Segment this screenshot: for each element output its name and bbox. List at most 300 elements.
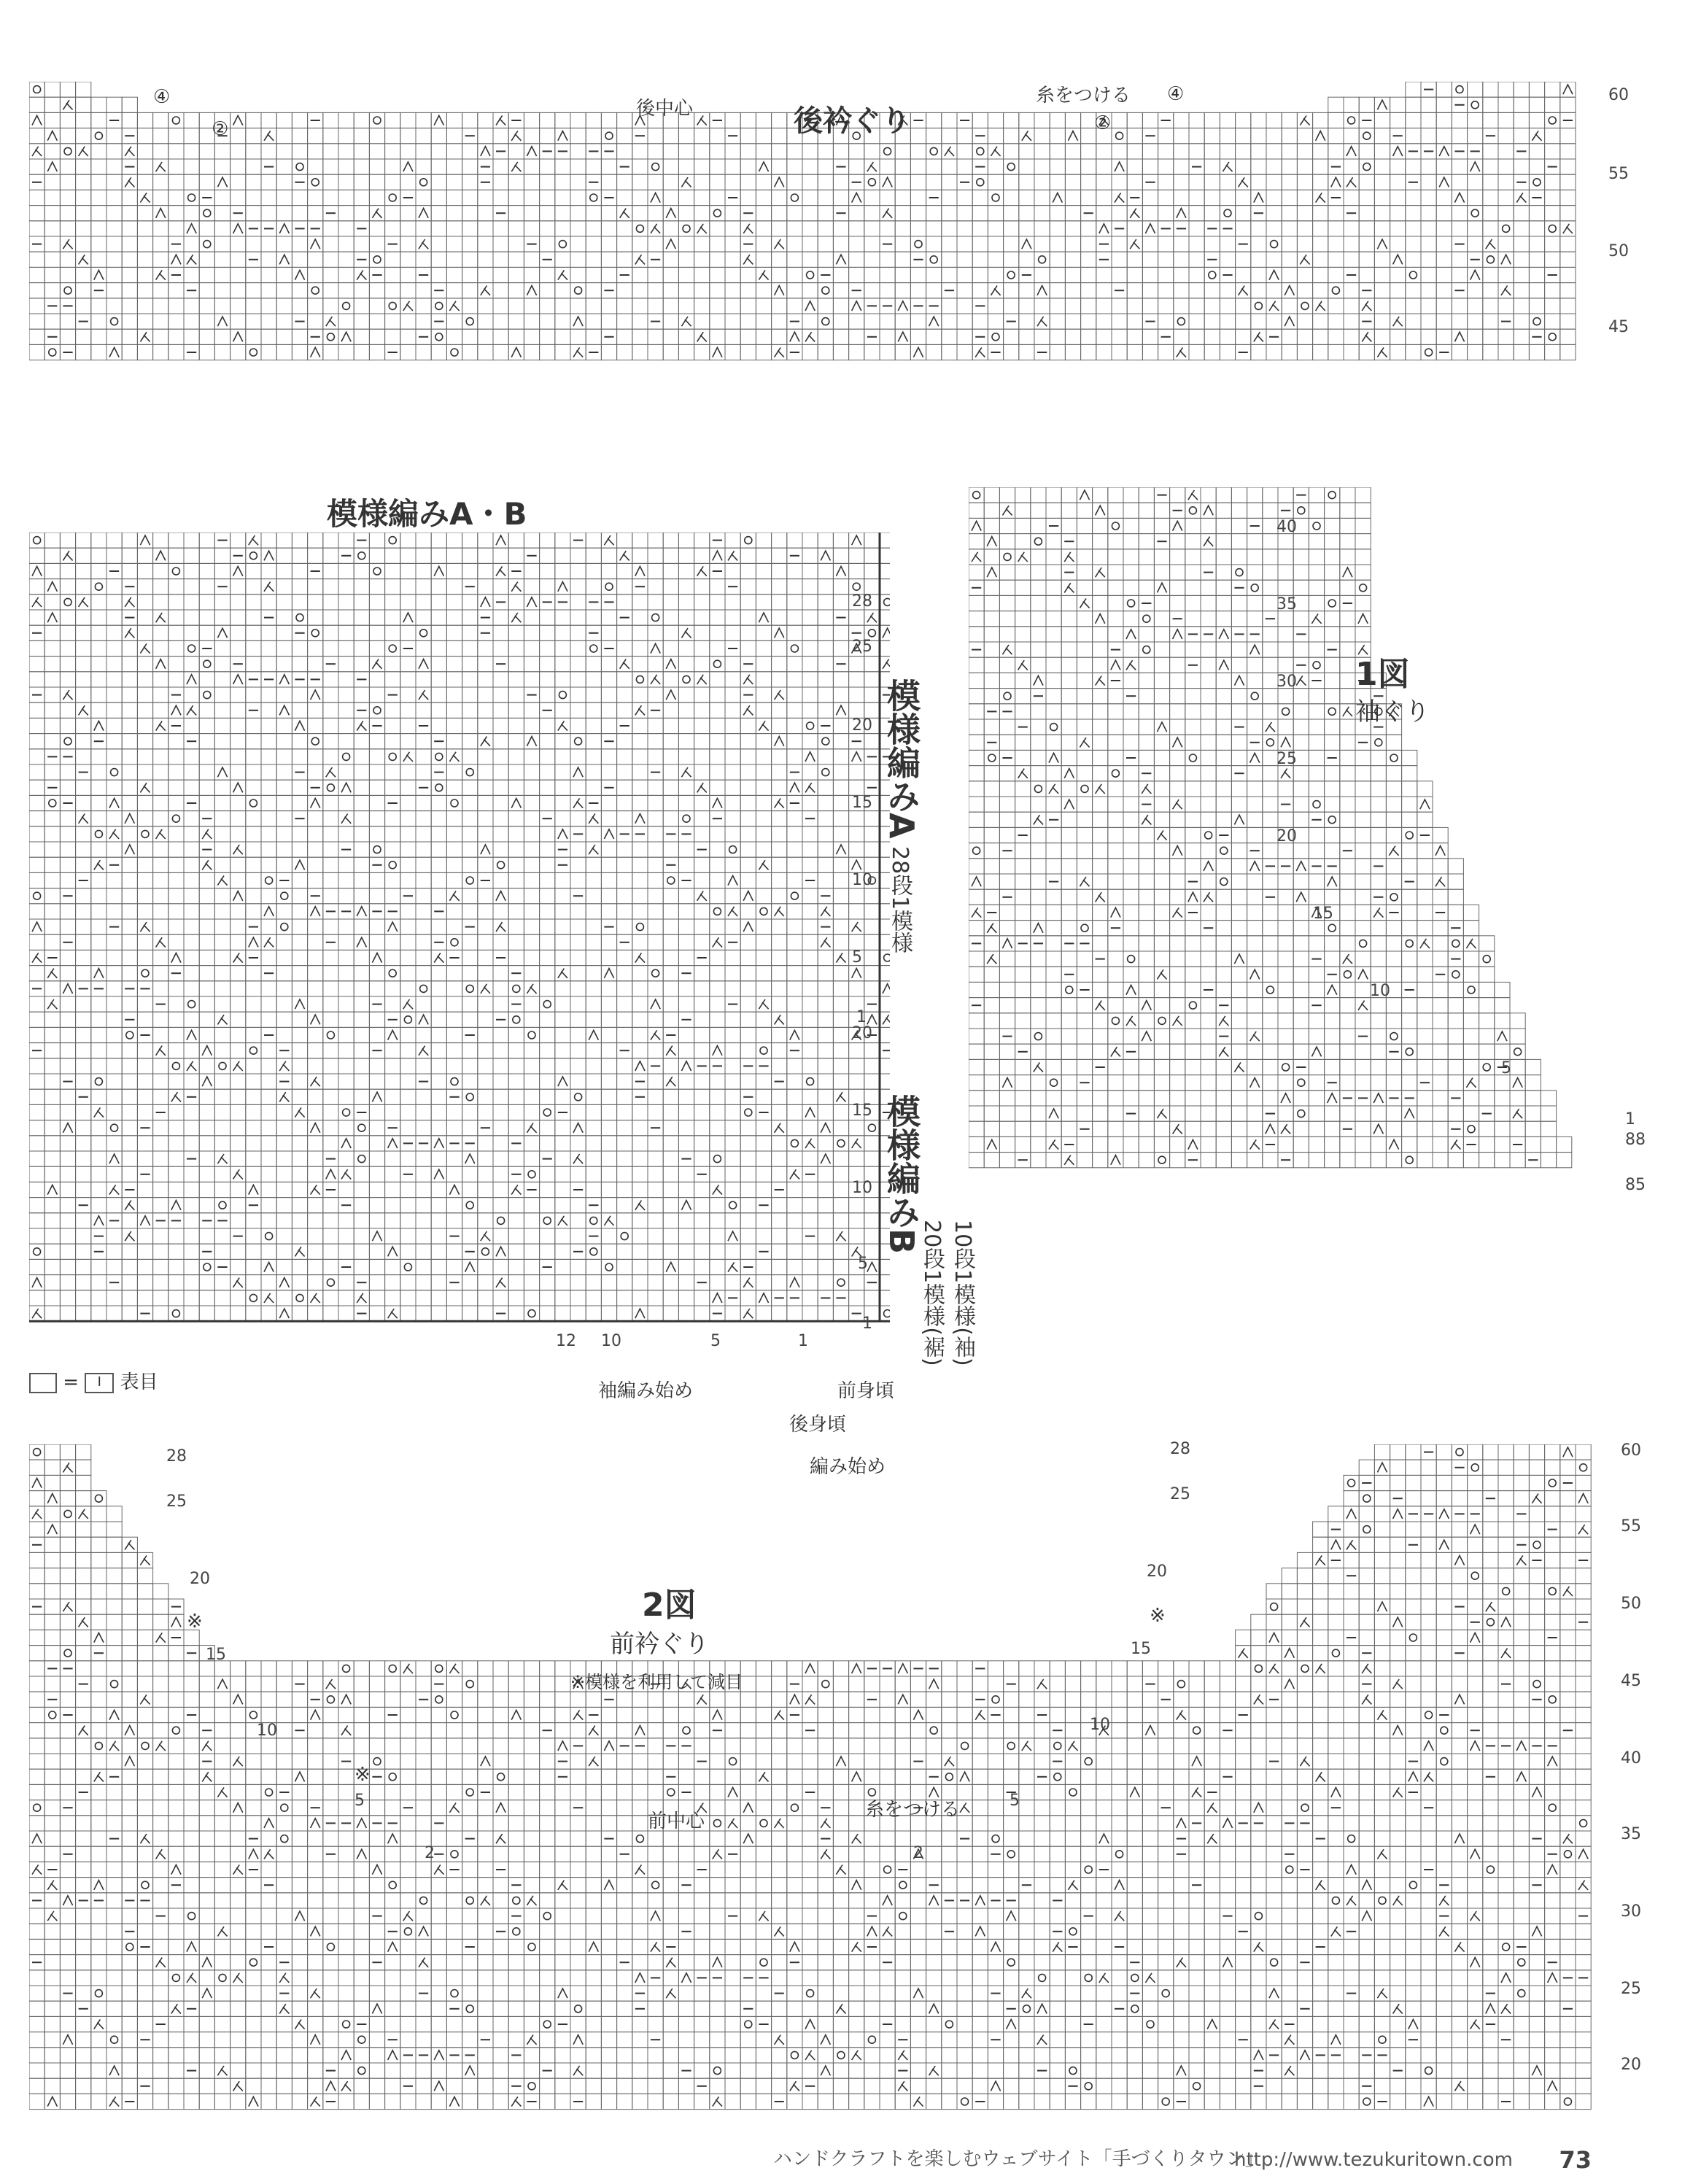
grid-cell	[601, 1259, 616, 1274]
grid-cell	[214, 190, 230, 205]
grid-cell	[354, 640, 369, 656]
grid-cell	[1004, 236, 1019, 252]
back-step-label-4: ④	[1167, 83, 1185, 105]
grid-cell	[1251, 159, 1266, 174]
grid-cell	[91, 112, 106, 128]
grid-cell	[230, 734, 246, 749]
k2tog-right-symbol	[419, 239, 428, 249]
grid-cell	[462, 764, 478, 780]
grid-cell	[29, 267, 44, 282]
grid-cell	[29, 934, 44, 950]
grid-cell	[122, 919, 137, 934]
grid-cell	[199, 749, 214, 764]
grid-cell	[1529, 159, 1544, 174]
k2tog-left-symbol	[202, 1046, 212, 1056]
k2tog-right-symbol	[991, 147, 1000, 156]
grid-cell	[385, 811, 400, 826]
k2tog-left-symbol	[496, 535, 505, 545]
grid-cell	[230, 1306, 246, 1321]
grid-cell	[308, 1089, 323, 1104]
grid-cell	[710, 1259, 725, 1274]
grid-cell	[416, 919, 431, 934]
back-row-50: 50	[1608, 242, 1629, 260]
grid-cell	[76, 1244, 91, 1259]
grid-cell	[199, 236, 214, 252]
grid-cell	[1514, 112, 1529, 128]
grid-cell	[431, 872, 446, 888]
grid-cell	[1297, 159, 1312, 174]
grid-cell	[570, 811, 586, 826]
grid-cell	[338, 996, 354, 1012]
grid-cell	[586, 221, 601, 236]
grid-cell	[137, 1074, 152, 1089]
yarn-over-symbol	[1409, 271, 1417, 279]
grid-cell	[168, 1104, 184, 1120]
grid-cell	[153, 1074, 168, 1089]
grid-cell	[740, 811, 756, 826]
grid-cell	[617, 1166, 632, 1182]
grid-cell	[1174, 144, 1189, 159]
grid-cell	[308, 842, 323, 857]
grid-cell	[617, 1213, 632, 1228]
grid-cell	[1344, 159, 1359, 174]
grid-cell	[354, 1058, 369, 1074]
grid-cell	[199, 795, 214, 810]
grid-cell	[1483, 97, 1498, 112]
grid-cell	[91, 934, 106, 950]
grid-cell	[694, 1104, 710, 1120]
grid-cell	[478, 672, 493, 687]
grid-cell	[1514, 267, 1529, 282]
grid-cell	[555, 221, 570, 236]
grid-cell	[308, 252, 323, 267]
grid-cell	[246, 687, 261, 702]
grid-cell	[153, 190, 168, 205]
grid-cell	[1436, 236, 1452, 252]
grid-cell	[756, 904, 771, 919]
grid-cell	[416, 548, 431, 563]
grid-cell	[663, 1166, 678, 1182]
grid-cell	[648, 1228, 663, 1244]
grid-cell	[369, 872, 384, 888]
grid-cell	[29, 1012, 44, 1027]
grid-cell	[478, 1151, 493, 1166]
grid-cell	[446, 1290, 462, 1306]
grid-cell	[910, 267, 926, 282]
grid-cell	[1406, 329, 1421, 344]
grid-cell	[694, 826, 710, 842]
grid-cell	[29, 1104, 44, 1120]
grid-cell	[910, 190, 926, 205]
grid-cell	[942, 221, 957, 236]
grid-cell	[44, 236, 60, 252]
grid-cell	[276, 919, 292, 934]
k2tog-right-symbol	[187, 255, 196, 264]
grid-cell	[1127, 298, 1142, 314]
grid-cell	[292, 966, 307, 981]
grid-cell	[137, 734, 152, 749]
grid-cell	[1004, 329, 1019, 344]
grid-cell	[44, 764, 60, 780]
grid-cell	[493, 1151, 508, 1166]
k2tog-left-symbol	[481, 845, 490, 854]
grid-cell	[1174, 283, 1189, 298]
grid-cell	[1406, 252, 1421, 267]
grid-cell	[369, 533, 384, 548]
grid-cell	[168, 842, 184, 857]
grid-cell	[168, 595, 184, 610]
grid-cell	[756, 872, 771, 888]
grid-cell	[988, 267, 1003, 282]
grid-cell	[106, 298, 122, 314]
grid-cell	[199, 1182, 214, 1197]
grid-cell	[1328, 283, 1344, 298]
grid-cell	[29, 811, 44, 826]
grid-cell	[199, 283, 214, 298]
grid-cell	[493, 934, 508, 950]
grid-cell	[137, 702, 152, 718]
grid-cell	[601, 811, 616, 826]
grid-cell	[1174, 267, 1189, 282]
grid-cell	[261, 298, 276, 314]
grid-cell	[508, 1306, 524, 1321]
grid-cell	[261, 919, 276, 934]
grid-cell	[632, 1290, 648, 1306]
grid-cell	[725, 252, 740, 267]
grid-cell	[648, 206, 663, 221]
k2tog-right-symbol	[140, 332, 150, 341]
yarn-over-symbol	[389, 537, 396, 544]
grid-cell	[106, 1136, 122, 1151]
k2tog-left-symbol	[217, 628, 227, 638]
grid-cell	[540, 672, 555, 687]
grid-cell	[586, 1136, 601, 1151]
grid-cell	[926, 344, 942, 360]
grid-cell	[323, 996, 338, 1012]
grid-cell	[1065, 236, 1080, 252]
k2tog-right-symbol	[604, 535, 613, 545]
k2tog-left-symbol	[419, 659, 428, 669]
grid-cell	[756, 981, 771, 996]
grid-cell	[508, 298, 524, 314]
grid-cell	[76, 934, 91, 950]
grid-cell	[153, 221, 168, 236]
grid-cell	[137, 236, 152, 252]
grid-cell	[323, 252, 338, 267]
grid-cell	[261, 206, 276, 221]
grid-cell	[400, 734, 416, 749]
grid-cell	[555, 1290, 570, 1306]
grid-cell	[678, 610, 694, 625]
grid-cell	[122, 1074, 137, 1089]
grid-cell	[1514, 221, 1529, 236]
grid-cell	[60, 950, 75, 965]
grid-cell	[106, 267, 122, 282]
grid-cell	[308, 1228, 323, 1244]
grid-cell	[555, 1228, 570, 1244]
yarn-over-symbol	[249, 799, 257, 807]
grid-cell	[508, 1074, 524, 1089]
grid-cell	[694, 734, 710, 749]
grid-cell	[400, 283, 416, 298]
grid-cell	[184, 563, 199, 578]
grid-cell	[1452, 252, 1467, 267]
k2tog-left-symbol	[449, 1185, 459, 1194]
grid-cell	[493, 966, 508, 981]
k2tog-left-symbol	[125, 814, 134, 824]
grid-cell	[292, 563, 307, 578]
grid-cell	[416, 1244, 431, 1259]
grid-cell	[694, 919, 710, 934]
grid-cell	[1220, 252, 1235, 267]
grid-cell	[214, 857, 230, 872]
grid-cell	[230, 996, 246, 1012]
grid-cell	[1236, 206, 1251, 221]
grid-cell	[276, 283, 292, 298]
grid-cell	[1328, 314, 1344, 329]
grid-cell	[214, 996, 230, 1012]
grid-cell	[617, 190, 632, 205]
grid-cell	[230, 749, 246, 764]
grid-cell	[462, 563, 478, 578]
grid-cell	[493, 826, 508, 842]
grid-cell	[756, 842, 771, 857]
grid-cell	[60, 996, 75, 1012]
grid-cell	[60, 1089, 75, 1104]
grid-cell	[44, 1244, 60, 1259]
grid-cell	[678, 718, 694, 733]
grid-cell	[601, 1244, 616, 1259]
grid-cell	[1266, 252, 1282, 267]
grid-cell	[586, 1166, 601, 1182]
grid-cell	[385, 112, 400, 128]
grid-cell	[369, 1290, 384, 1306]
grid-cell	[648, 826, 663, 842]
grid-cell	[540, 1136, 555, 1151]
grid-cell	[462, 298, 478, 314]
k2tog-left-symbol	[217, 767, 227, 777]
grid-cell	[1189, 221, 1204, 236]
k2tog-left-symbol	[1053, 193, 1062, 202]
grid-cell	[168, 625, 184, 640]
grid-cell	[740, 1198, 756, 1213]
grid-cell	[632, 1151, 648, 1166]
grid-cell	[338, 826, 354, 842]
back-step-label-2: ②	[212, 118, 229, 140]
grid-cell	[601, 252, 616, 267]
grid-cell	[246, 1043, 261, 1058]
grid-cell	[354, 872, 369, 888]
grid-cell	[1390, 97, 1406, 112]
grid-cell	[617, 687, 632, 702]
grid-cell	[91, 159, 106, 174]
k2tog-left-symbol	[140, 535, 150, 545]
grid-cell	[756, 221, 771, 236]
grid-cell	[29, 857, 44, 872]
k2tog-left-symbol	[233, 224, 243, 233]
grid-cell	[478, 1058, 493, 1074]
grid-cell	[106, 749, 122, 764]
grid-cell	[261, 1244, 276, 1259]
grid-cell	[493, 314, 508, 329]
grid-cell	[1127, 329, 1142, 344]
grid-cell	[555, 981, 570, 996]
grid-cell	[400, 236, 416, 252]
grid-cell	[338, 1104, 354, 1120]
grid-cell	[617, 780, 632, 795]
grid-cell	[199, 872, 214, 888]
grid-cell	[632, 1275, 648, 1290]
grid-cell	[570, 749, 586, 764]
grid-cell	[586, 640, 601, 656]
grid-cell	[740, 764, 756, 780]
grid-cell	[478, 687, 493, 702]
grid-cell	[137, 267, 152, 282]
grid-cell	[29, 1166, 44, 1182]
grid-cell	[555, 702, 570, 718]
grid-cell	[478, 267, 493, 282]
grid-cell	[276, 144, 292, 159]
grid-cell	[168, 563, 184, 578]
grid-cell	[106, 764, 122, 780]
grid-cell	[446, 579, 462, 595]
yarn-over-symbol	[327, 784, 334, 791]
grid-cell	[29, 1058, 44, 1074]
grid-cell	[292, 1290, 307, 1306]
grid-cell	[106, 1074, 122, 1089]
grid-cell	[988, 174, 1003, 190]
grid-cell	[663, 1104, 678, 1120]
grid-cell	[524, 314, 539, 329]
grid-cell	[292, 826, 307, 842]
k2tog-right-symbol	[109, 829, 119, 839]
grid-cell	[648, 344, 663, 360]
grid-cell	[29, 159, 44, 174]
grid-cell	[555, 888, 570, 904]
grid-cell	[230, 826, 246, 842]
grid-cell	[446, 112, 462, 128]
grid-cell	[493, 1166, 508, 1182]
grid-cell	[570, 595, 586, 610]
yarn-over-symbol	[188, 194, 195, 201]
grid-cell	[772, 298, 787, 314]
grid-cell	[1545, 283, 1560, 298]
grid-cell	[323, 1120, 338, 1136]
grid-cell	[246, 1151, 261, 1166]
grid-cell	[446, 966, 462, 981]
grid-cell	[740, 329, 756, 344]
grid-cell	[617, 144, 632, 159]
grid-cell	[1050, 159, 1065, 174]
grid-cell	[60, 842, 75, 857]
grid-cell	[106, 548, 122, 563]
grid-cell	[292, 344, 307, 360]
grid-cell	[369, 1306, 384, 1321]
grid-cell	[740, 749, 756, 764]
k2tog-right-symbol	[156, 162, 166, 171]
grid-cell	[617, 236, 632, 252]
grid-cell	[1204, 190, 1220, 205]
grid-cell	[261, 996, 276, 1012]
grid-cell	[524, 795, 539, 810]
grid-cell	[446, 221, 462, 236]
k2tog-right-symbol	[156, 721, 166, 730]
grid-cell	[106, 1027, 122, 1042]
grid-cell	[493, 1104, 508, 1120]
grid-cell	[586, 1275, 601, 1290]
k2tog-left-symbol	[1454, 332, 1464, 341]
grid-cell	[632, 144, 648, 159]
grid-cell	[1344, 128, 1359, 144]
grid-cell	[710, 1166, 725, 1182]
grid-cell	[246, 236, 261, 252]
grid-cell	[214, 283, 230, 298]
grid-cell	[76, 950, 91, 965]
k2tog-right-symbol	[945, 147, 954, 156]
grid-cell	[199, 1027, 214, 1042]
grid-cell	[617, 811, 632, 826]
grid-cell	[276, 1166, 292, 1182]
yarn-over-symbol	[373, 568, 381, 575]
grid-cell	[369, 1166, 384, 1182]
grid-cell	[1328, 329, 1344, 344]
grid-cell	[957, 159, 972, 174]
grid-cell	[586, 966, 601, 981]
grid-cell	[710, 657, 725, 672]
grid-cell	[493, 252, 508, 267]
grid-cell	[1266, 236, 1282, 252]
grid-cell	[214, 548, 230, 563]
k2tog-left-symbol	[388, 1139, 398, 1148]
grid-cell	[385, 826, 400, 842]
grid-cell	[678, 548, 694, 563]
grid-cell	[106, 842, 122, 857]
grid-cell	[400, 1213, 416, 1228]
grid-cell	[632, 1213, 648, 1228]
grid-cell	[292, 842, 307, 857]
grid-cell	[1421, 267, 1436, 282]
grid-cell	[153, 904, 168, 919]
grid-cell	[1142, 236, 1158, 252]
grid-cell	[338, 1027, 354, 1042]
grid-cell	[678, 1275, 694, 1290]
grid-cell	[632, 749, 648, 764]
grid-cell	[416, 1089, 431, 1104]
grid-cell	[540, 314, 555, 329]
grid-cell	[1266, 344, 1282, 360]
grid-cell	[246, 1228, 261, 1244]
grid-cell	[184, 1182, 199, 1197]
grid-cell	[246, 1306, 261, 1321]
grid-cell	[416, 144, 431, 159]
grid-cell	[246, 1259, 261, 1274]
grid-cell	[1483, 190, 1498, 205]
grid-cell	[694, 595, 710, 610]
grid-cell	[1096, 283, 1112, 298]
grid-cell	[725, 159, 740, 174]
grid-cell	[462, 872, 478, 888]
grid-cell	[91, 563, 106, 578]
grid-cell	[694, 1027, 710, 1042]
grid-cell	[153, 919, 168, 934]
grid-cell	[1158, 144, 1174, 159]
grid-cell	[230, 981, 246, 996]
grid-cell	[478, 221, 493, 236]
grid-cell	[1498, 221, 1514, 236]
grid-cell	[44, 857, 60, 872]
grid-cell	[276, 734, 292, 749]
grid-cell	[199, 764, 214, 780]
